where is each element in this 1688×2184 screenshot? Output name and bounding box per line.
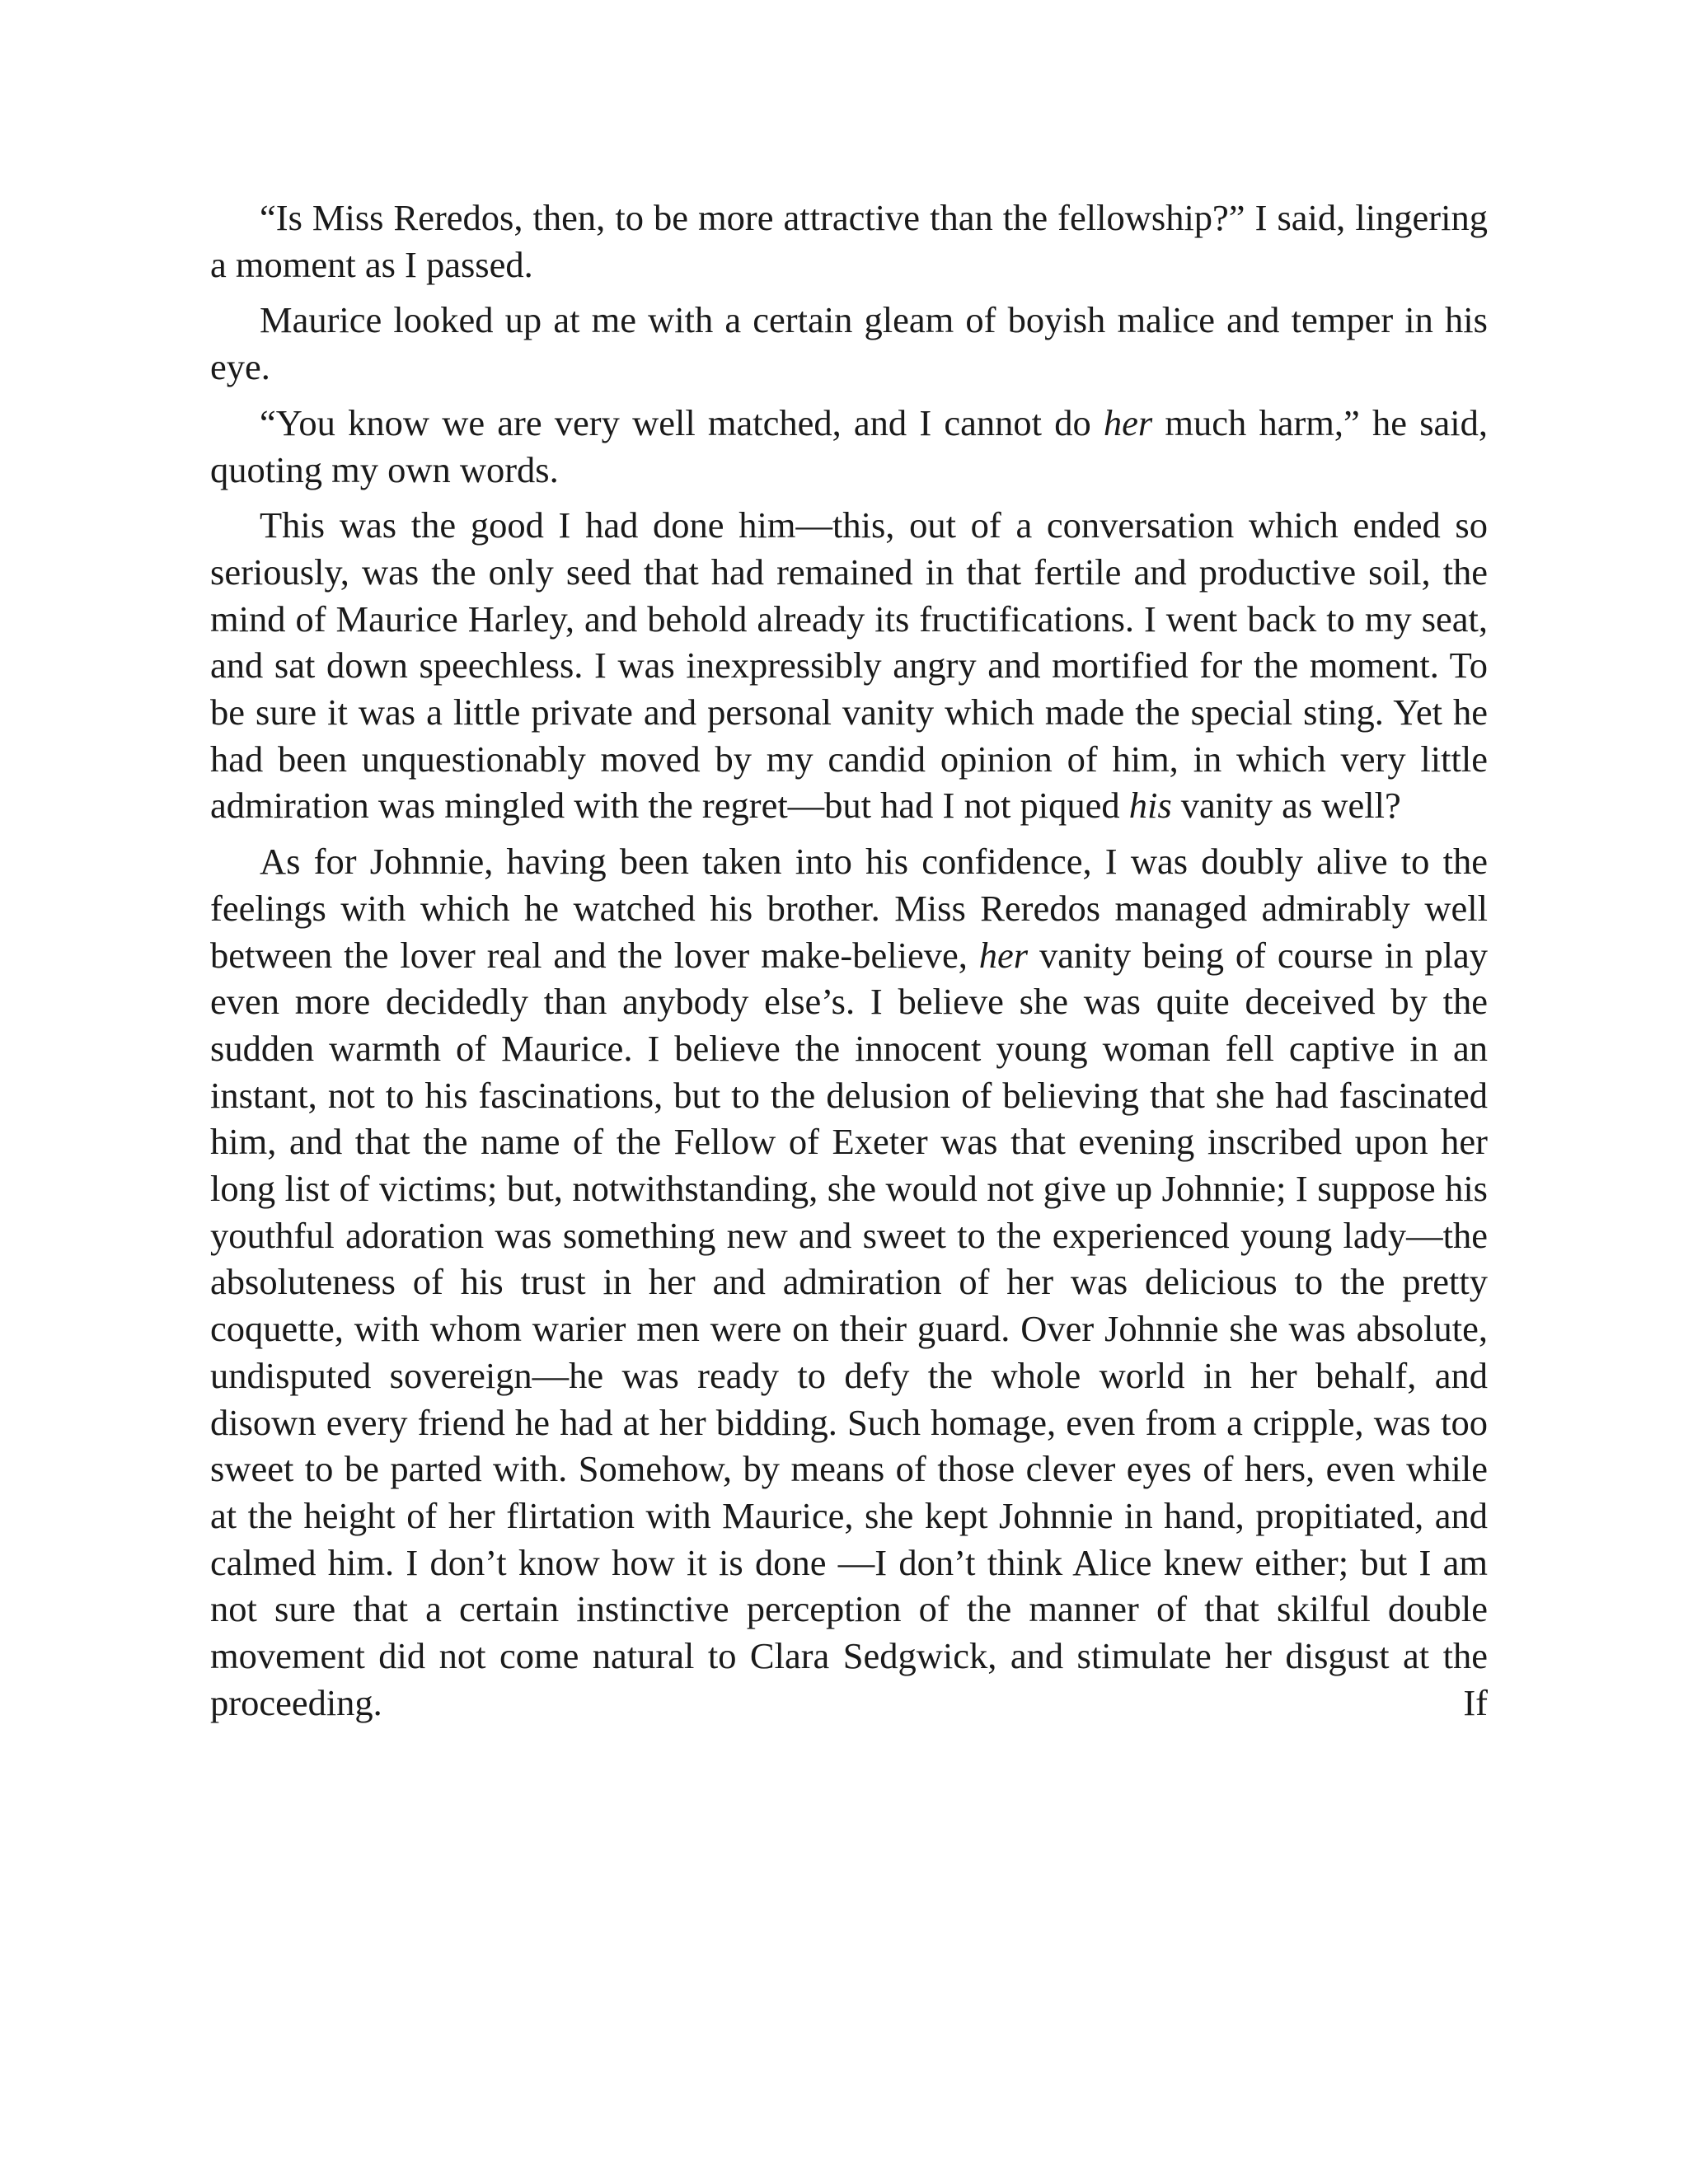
text-run: vanity being of course in play even more decidedly than anybody else’s. I believe she was quite deceived by the sudden warmth of Maurice. I believe the innocent young woman fell captive in an instant, not to his fascinations, but to the delusion of believing that she had fascinated him, and that the name of the Fellow of Exeter was that evening inscribed upon her long list of victims; but, notwithstanding, she would not give up Johnnie; I suppose his youthful adoration was something new and sweet to the experienced young lady—the absoluteness of his trust in her and admiration of her was delicious to the pretty coquette, with whom warier men were on their guard. Over Johnnie she was absolute, undisputed sovereign—he was ready to defy the whole world in her behalf, and disown every friend he had at her bidding. Such homage, even from a cripple, was too sweet to be parted with. Somehow, by means of those clever eyes of hers, even while at the height of her flirtation with Maurice, she kept Johnnie in hand, propitiated, and calmed him. I don’t know how it is done —I don’t think Alice knew either; but I am not sure that a certain instinctive perception of the manner of that skilful double movement did not come natural to Clara Sedgwick, and stimulate her disgust at the proceeding. If (210, 934, 1489, 1723)
paragraph (210, 838, 1488, 1726)
italic-text: her (1103, 401, 1153, 443)
text-run: vanity as well? (1171, 785, 1401, 827)
paragraph (210, 297, 1488, 390)
text-run: “You know we are very well matched, and I cannot do (260, 401, 1104, 443)
paragraph (210, 400, 1488, 493)
paragraph (210, 194, 1488, 288)
italic-text: her (978, 934, 1029, 976)
text-run: As for Johnnie, having been taken into his confidence, I was doubly alive to the feelings with which he watched his brother. Miss Reredos managed admirably well between the lover real and the lover make-believe, (210, 841, 1488, 976)
italic-text: his (1128, 785, 1172, 827)
paragraph (210, 502, 1488, 829)
text-run: Maurice looked up at me with a certain gleam of boyish malice and temper in his eye. (210, 299, 1488, 388)
body-text (210, 194, 1488, 1727)
text-run: much harm,” he said, quoting my own words. (210, 401, 1488, 490)
text-run: This was the good I had done him—this, out of a conversation which ended so seriously, was the only seed that had remained in that fertile and productive soil, the mind of Maurice Harley, and behold already its fructifications. I went back to my seat, and sat down speechless. I was inexpressibly angry and mortified for the moment. To be sure it was a little private and personal vanity which made the special sting. Yet he had been unquestionably moved by my candid opinion of him, in which very little admiration was mingled with the regret—but had I not piqued (210, 504, 1488, 827)
text-run: “Is Miss Reredos, then, to be more attractive than the fellowship?” I said, lingering a moment as I passed. (210, 197, 1488, 285)
